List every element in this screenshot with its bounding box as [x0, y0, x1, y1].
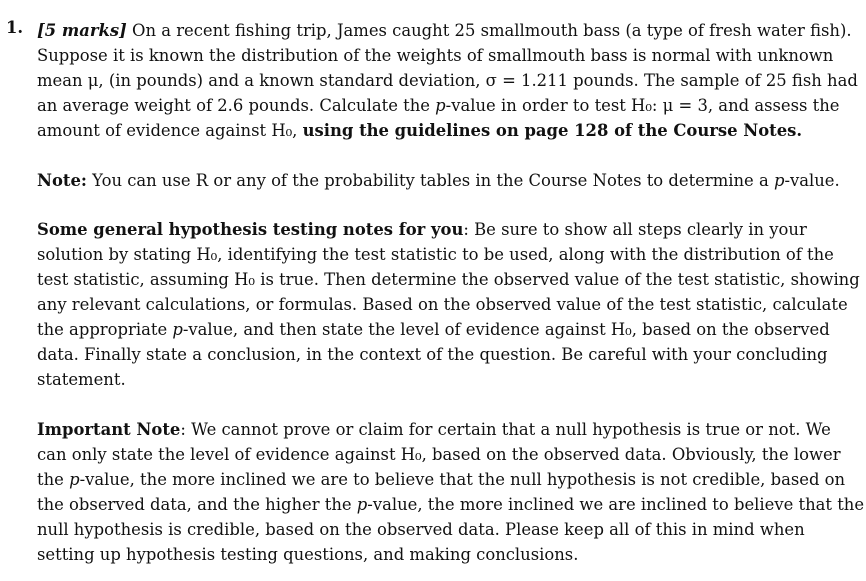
important-line-3: the p-value, the more inclined we are to believe that the null hypothesis is not credible, based on	[37, 469, 846, 489]
general-line-3: test statistic, assuming H₀ is true. Then determine the observed value of the test statistic, showing	[37, 270, 860, 289]
marks-label: [5 marks]	[37, 21, 127, 40]
important-note-paragraph	[37, 417, 865, 567]
important-line-2: can only state the level of evidence against H₀, based on the observed data. Obviously, the lower	[37, 444, 841, 464]
important-line-1: Important Note: We cannot prove or claim for certain that a null hypothesis is true or not. We	[37, 419, 831, 439]
question-number: 1.	[6, 18, 24, 37]
paragraph-gap	[37, 143, 865, 168]
general-line-5: the appropriate p-value, and then state the level of evidence against H₀, based on the observed	[37, 320, 830, 339]
note-heading: Note:	[37, 170, 87, 190]
question-content	[37, 18, 865, 567]
question-line-3: mean μ, (in pounds) and a known standard deviation, σ = 1.211 pounds. The sample of 25 fish had	[37, 71, 858, 90]
important-line-4: the observed data, and the higher the p-value, the more inclined we are inclined to believe that the	[37, 494, 865, 514]
question-line-4: an average weight of 2.6 pounds. Calculate the p-value in order to test H₀: μ = 3, and assess the	[37, 96, 840, 115]
question-line-2: Suppose it is known the distribution of the weights of smallmouth bass is normal with unknown	[37, 46, 834, 65]
general-notes-paragraph	[37, 217, 865, 392]
question-line-5: amount of evidence against H₀, using the guidelines on page 128 of the Course Notes.	[37, 121, 803, 140]
question-line-1: [5 marks] On a recent fishing trip, James caught 25 smallmouth bass (a type of fresh water fish).	[37, 21, 852, 40]
important-note-heading: Important Note	[37, 419, 181, 439]
important-line-5: null hypothesis is credible, based on the observed data. Please keep all of this in mind when	[37, 519, 805, 539]
paragraph-gap	[37, 392, 865, 417]
general-line-1: Some general hypothesis testing notes for you: Be sure to show all steps clearly in your	[37, 220, 807, 239]
general-line-4: any relevant calculations, or formulas. Based on the observed value of the test statistic, calculate	[37, 295, 848, 314]
note-paragraph	[37, 168, 865, 193]
question-paragraph	[37, 18, 865, 143]
guidelines-reference: using the guidelines on page 128 of the Course Notes.	[302, 121, 803, 140]
paragraph-gap	[37, 193, 865, 218]
general-line-6: data. Finally state a conclusion, in the context of the question. Be careful with your concluding	[37, 345, 828, 364]
general-line-7: statement.	[37, 370, 126, 389]
general-notes-heading: Some general hypothesis testing notes for you	[37, 220, 464, 239]
note-line-1: Note: You can use R or any of the probability tables in the Course Notes to determine a p-value.	[37, 170, 840, 190]
general-line-2: solution by stating H₀, identifying the test statistic to be used, along with the distribution of the	[37, 245, 834, 264]
important-line-6: setting up hypothesis testing questions, and making conclusions.	[37, 544, 579, 564]
